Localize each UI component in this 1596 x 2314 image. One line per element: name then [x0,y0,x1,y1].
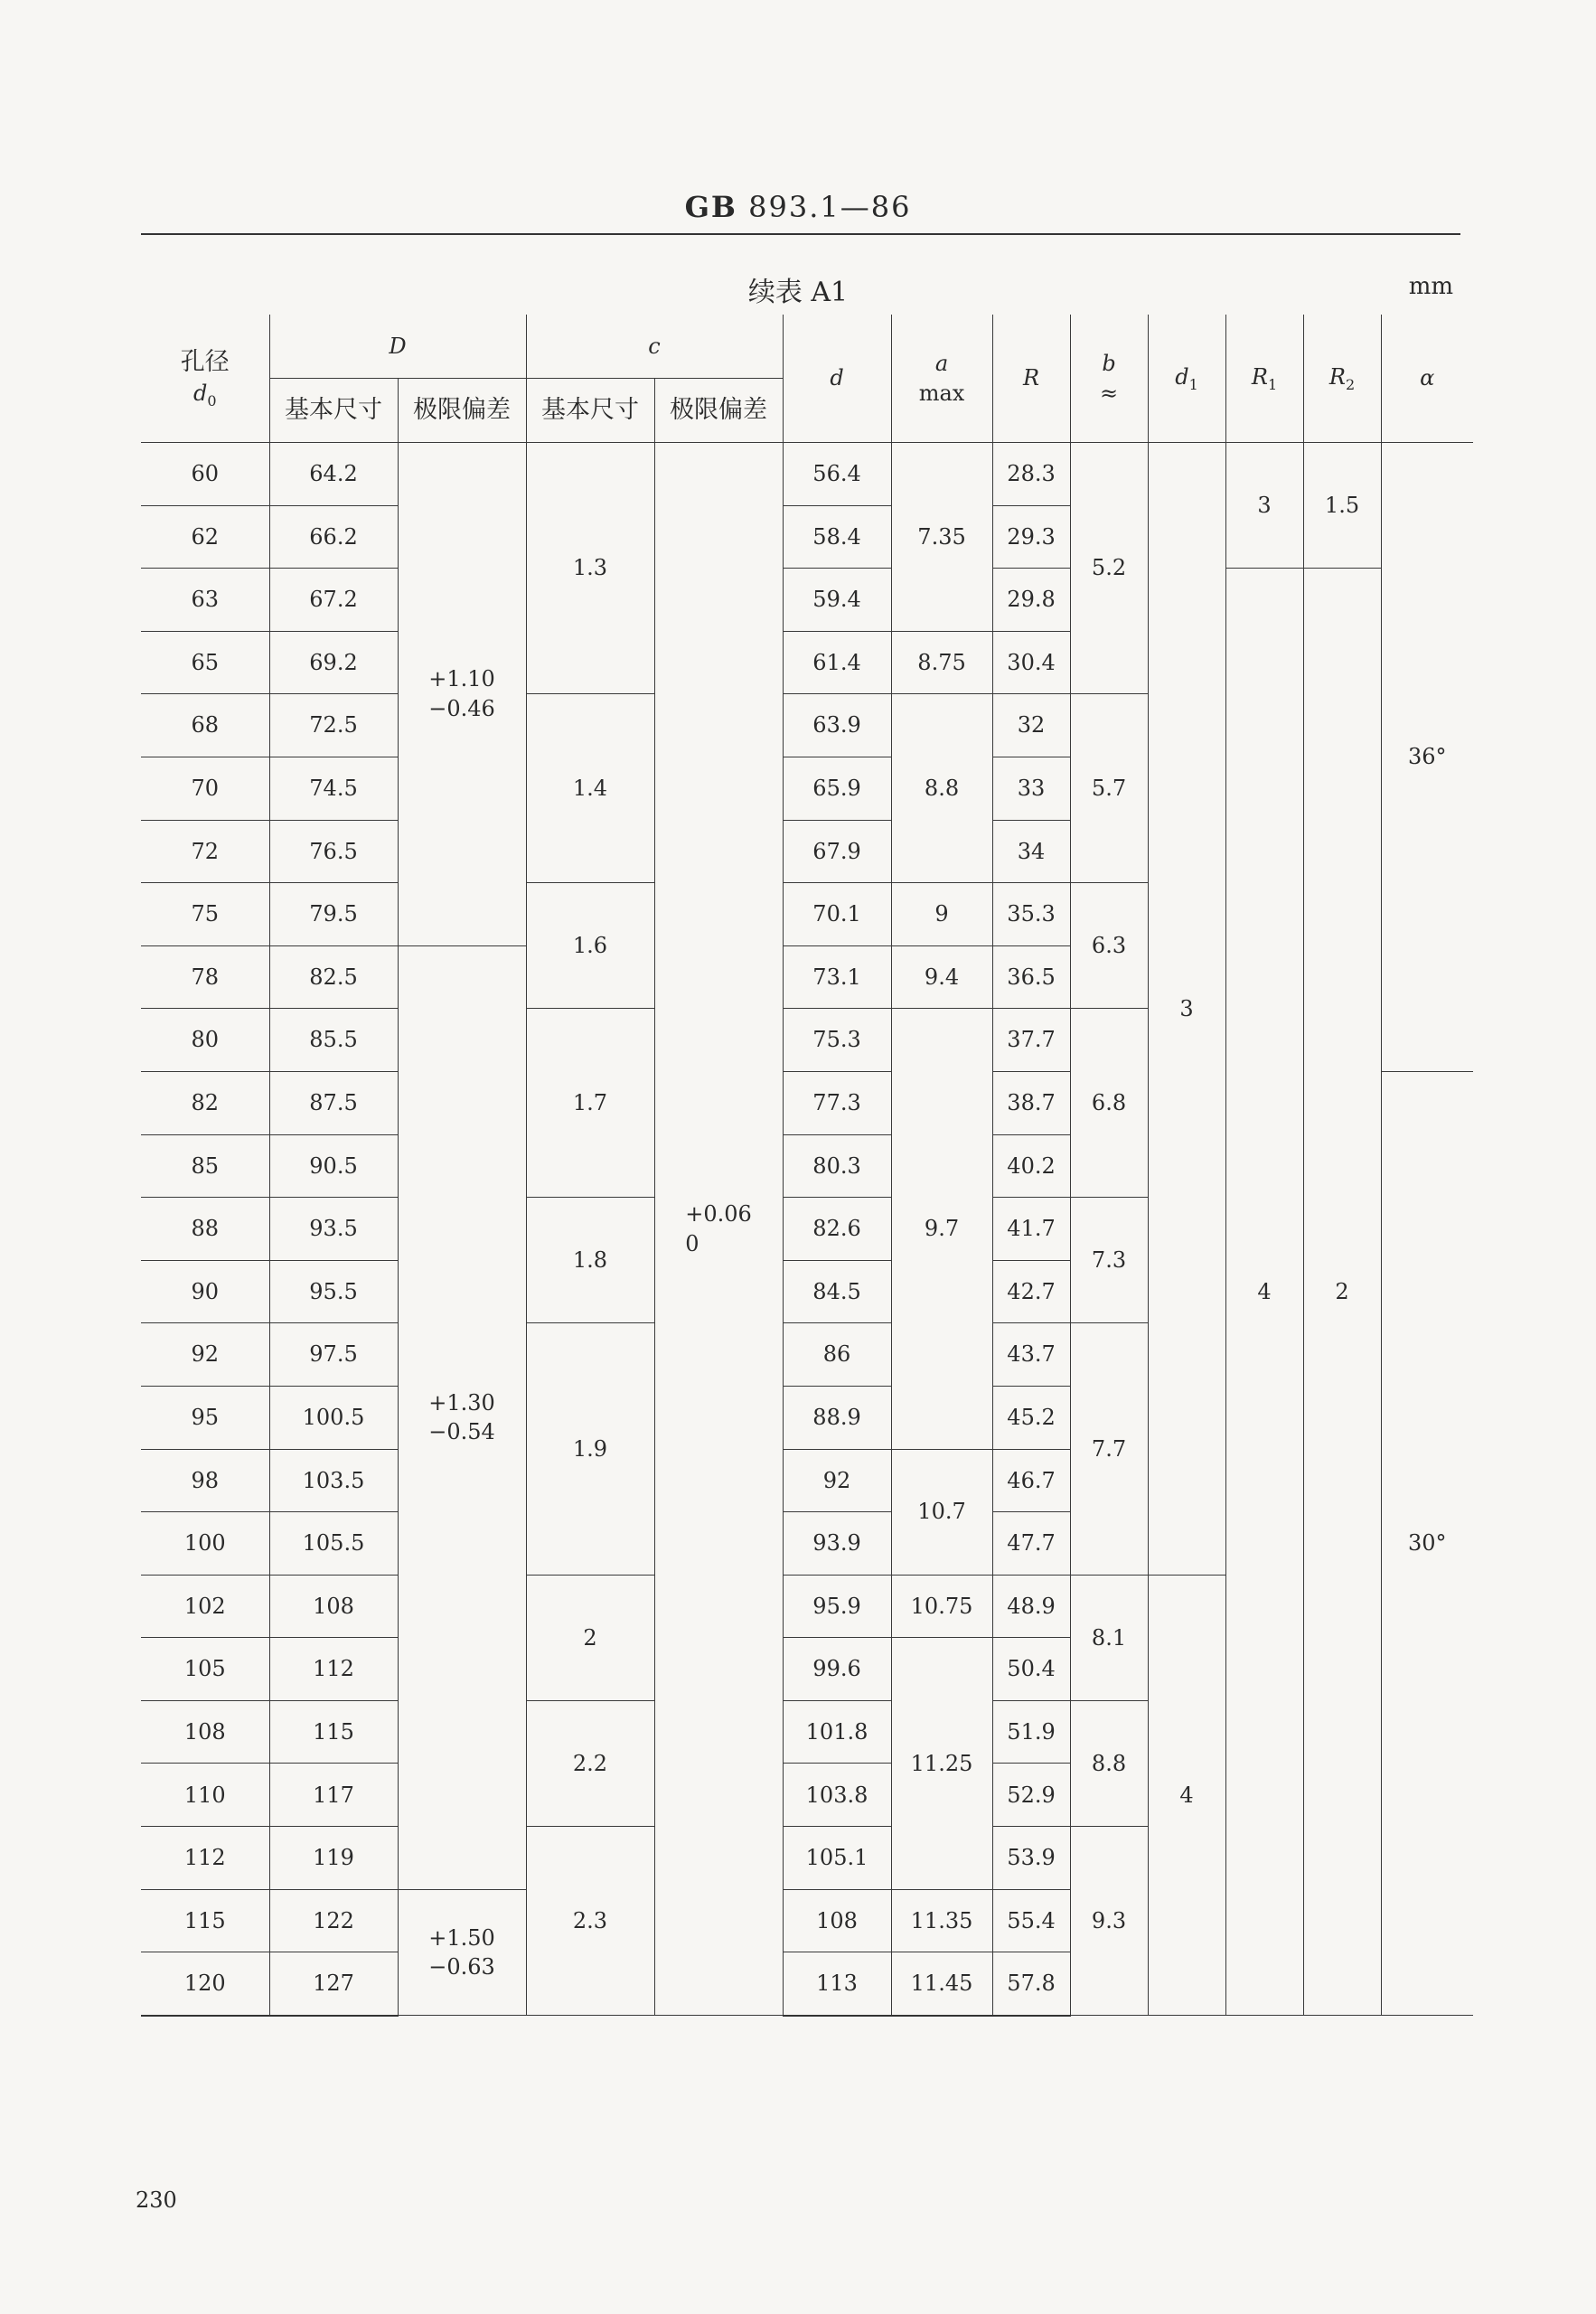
cell-d0: 120 [141,1952,269,2016]
table-caption: 续表 A1 [747,277,849,308]
cell-R: 33 [992,757,1070,820]
cell-d0: 98 [141,1449,269,1512]
cell-d0: 82 [141,1071,269,1134]
cell-b: 6.8 [1070,1009,1148,1198]
cell-R: 42.7 [992,1260,1070,1323]
cell-D: 97.5 [269,1323,398,1387]
cell-D: 122 [269,1889,398,1952]
cell-c: 2.2 [526,1700,654,1826]
col-d1: $d_1$ [1148,315,1225,443]
col-R1: $R_1$ [1225,315,1303,443]
cell-D: 95.5 [269,1260,398,1323]
cell-R: 37.7 [992,1009,1070,1072]
cell-b: 7.3 [1070,1198,1148,1323]
cell-d: 73.1 [783,945,891,1009]
cell-d: 103.8 [783,1764,891,1827]
cell-D: 76.5 [269,820,398,883]
cell-D: 100.5 [269,1386,398,1449]
cell-D: 67.2 [269,569,398,632]
cell-c: 1.7 [526,1009,654,1198]
cell-d0: 68 [141,694,269,757]
cell-D: 82.5 [269,945,398,1009]
cell-R: 29.8 [992,569,1070,632]
cell-R2: 1.5 [1303,443,1381,569]
table-row [141,443,1473,506]
cell-d0: 95 [141,1386,269,1449]
cell-D: 79.5 [269,883,398,946]
cell-R: 38.7 [992,1071,1070,1134]
cell-D: 69.2 [269,631,398,694]
cell-D: 64.2 [269,443,398,506]
cell-d: 56.4 [783,443,891,506]
cell-d0: 78 [141,945,269,1009]
col-D-basic: 基本尺寸 [269,379,398,443]
cell-d0: 108 [141,1700,269,1764]
col-d: d [783,315,891,443]
cell-D: 127 [269,1952,398,2016]
cell-d: 65.9 [783,757,891,820]
cell-d: 77.3 [783,1071,891,1134]
cell-c: 2.3 [526,1827,654,2016]
col-hole-diameter: 孔径 $d_0$ [141,315,269,443]
col-c-tolerance: 极限偏差 [654,379,783,443]
cell-R: 34 [992,820,1070,883]
cell-R: 50.4 [992,1638,1070,1701]
cell-d0: 72 [141,820,269,883]
cell-d0: 112 [141,1827,269,1890]
cell-D-tolerance: +1.50 −0.63 [398,1889,526,2016]
col-alpha: α [1381,315,1473,443]
cell-d0: 75 [141,883,269,946]
cell-D: 119 [269,1827,398,1890]
cell-R: 30.4 [992,631,1070,694]
cell-a: 8.8 [891,694,992,883]
cell-R: 53.9 [992,1827,1070,1890]
cell-R: 43.7 [992,1323,1070,1387]
cell-b: 5.2 [1070,443,1148,694]
cell-D: 74.5 [269,757,398,820]
cell-D-tolerance: +1.10 −0.46 [398,443,526,946]
cell-a: 11.35 [891,1889,992,1952]
cell-d0: 62 [141,505,269,569]
cell-d0: 85 [141,1134,269,1198]
standard-prefix: GB [684,190,737,224]
cell-d: 80.3 [783,1134,891,1198]
cell-D-tolerance: +1.30 −0.54 [398,945,526,1889]
cell-c-tolerance: +0.06 0 [654,443,783,2016]
cell-D: 72.5 [269,694,398,757]
cell-b: 8.1 [1070,1575,1148,1700]
cell-a: 10.75 [891,1575,992,1638]
col-c-basic: 基本尺寸 [526,379,654,443]
cell-d0: 105 [141,1638,269,1701]
col-R2: $R_2$ [1303,315,1381,443]
cell-d0: 110 [141,1764,269,1827]
cell-d: 59.4 [783,569,891,632]
cell-D: 85.5 [269,1009,398,1072]
cell-R: 45.2 [992,1386,1070,1449]
cell-R: 28.3 [992,443,1070,506]
cell-a: 8.75 [891,631,992,694]
col-D: D [269,315,526,379]
cell-d: 82.6 [783,1198,891,1261]
cell-d: 63.9 [783,694,891,757]
cell-c: 2 [526,1575,654,1700]
cell-b: 5.7 [1070,694,1148,883]
cell-R: 52.9 [992,1764,1070,1827]
cell-R2: 2 [1303,569,1381,2016]
cell-d0: 70 [141,757,269,820]
cell-R: 41.7 [992,1198,1070,1261]
cell-D: 87.5 [269,1071,398,1134]
cell-a: 7.35 [891,443,992,632]
col-b: b ≈ [1070,315,1148,443]
cell-D: 117 [269,1764,398,1827]
cell-d: 75.3 [783,1009,891,1072]
cell-R: 32 [992,694,1070,757]
cell-alpha: 30° [1381,1071,1473,2015]
cell-d0: 102 [141,1575,269,1638]
cell-D: 93.5 [269,1198,398,1261]
cell-a: 9 [891,883,992,946]
cell-d1: 3 [1148,443,1225,1576]
col-D-tolerance: 极限偏差 [398,379,526,443]
cell-R: 46.7 [992,1449,1070,1512]
cell-d: 108 [783,1889,891,1952]
cell-c: 1.3 [526,443,654,694]
cell-R: 35.3 [992,883,1070,946]
dimension-table [141,315,1473,2017]
cell-d: 99.6 [783,1638,891,1701]
cell-R1: 4 [1225,569,1303,2016]
cell-D: 90.5 [269,1134,398,1198]
cell-R: 40.2 [992,1134,1070,1198]
standard-header [0,190,1596,224]
cell-D: 103.5 [269,1449,398,1512]
header-rule [141,233,1460,235]
cell-D: 112 [269,1638,398,1701]
cell-c: 1.9 [526,1323,654,1575]
standard-number: 893.1—86 [748,190,912,224]
cell-R: 36.5 [992,945,1070,1009]
cell-d: 70.1 [783,883,891,946]
cell-d: 86 [783,1323,891,1387]
cell-d0: 60 [141,443,269,506]
page-number: 230 [136,2187,177,2213]
unit-label: mm [1408,273,1453,300]
cell-d0: 63 [141,569,269,632]
cell-a: 10.7 [891,1449,992,1575]
col-a: a max [891,315,992,443]
cell-R: 51.9 [992,1700,1070,1764]
cell-D: 66.2 [269,505,398,569]
cell-a: 11.45 [891,1952,992,2016]
cell-d: 93.9 [783,1512,891,1576]
cell-d: 92 [783,1449,891,1512]
cell-d: 61.4 [783,631,891,694]
cell-D: 108 [269,1575,398,1638]
table-row [141,569,1473,632]
cell-R1: 3 [1225,443,1303,569]
col-c: c [526,315,783,379]
cell-d: 58.4 [783,505,891,569]
cell-R: 48.9 [992,1575,1070,1638]
cell-d0: 115 [141,1889,269,1952]
cell-alpha: 36° [1381,443,1473,1072]
cell-d0: 100 [141,1512,269,1576]
cell-c: 1.8 [526,1198,654,1323]
cell-c: 1.4 [526,694,654,883]
cell-d: 105.1 [783,1827,891,1890]
cell-a: 11.25 [891,1638,992,1889]
cell-d: 113 [783,1952,891,2016]
cell-d1: 4 [1148,1575,1225,2016]
cell-d0: 65 [141,631,269,694]
cell-R: 55.4 [992,1889,1070,1952]
cell-b: 6.3 [1070,883,1148,1009]
cell-d0: 80 [141,1009,269,1072]
cell-b: 8.8 [1070,1700,1148,1826]
cell-d: 84.5 [783,1260,891,1323]
cell-R: 29.3 [992,505,1070,569]
cell-a: 9.4 [891,945,992,1009]
cell-d: 88.9 [783,1386,891,1449]
cell-a: 9.7 [891,1009,992,1449]
cell-d: 101.8 [783,1700,891,1764]
cell-d: 67.9 [783,820,891,883]
cell-d0: 88 [141,1198,269,1261]
cell-b: 9.3 [1070,1827,1148,2016]
cell-d0: 92 [141,1323,269,1387]
col-R: R [992,315,1070,443]
cell-b: 7.7 [1070,1323,1148,1575]
cell-R: 47.7 [992,1512,1070,1576]
cell-d0: 90 [141,1260,269,1323]
cell-D: 115 [269,1700,398,1764]
cell-c: 1.6 [526,883,654,1009]
cell-D: 105.5 [269,1512,398,1576]
cell-R: 57.8 [992,1952,1070,2016]
cell-d: 95.9 [783,1575,891,1638]
